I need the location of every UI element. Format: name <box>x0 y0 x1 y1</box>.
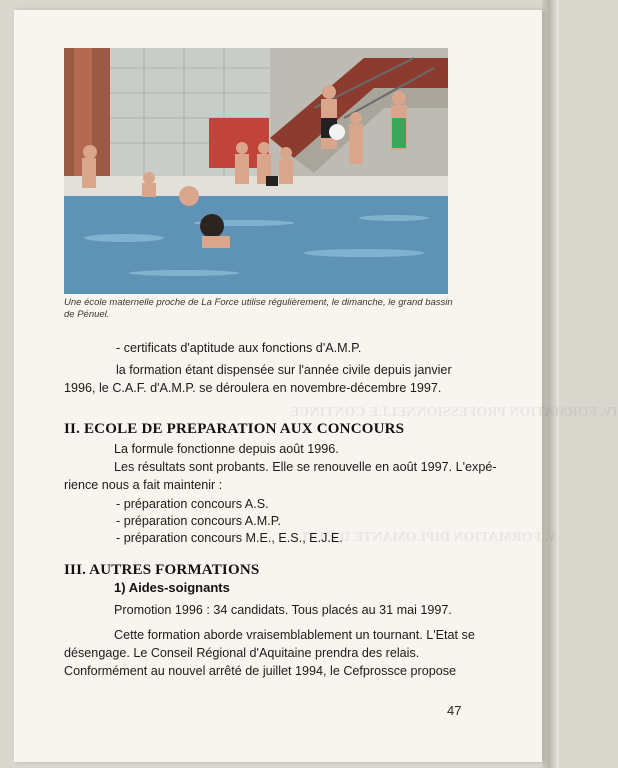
list-item: - préparation concours M.E., E.S., E.J.E. <box>116 531 343 545</box>
paragraph-line: rience nous a fait maintenir : <box>64 478 223 492</box>
paragraph-line: désengage. Le Conseil Régional d'Aquitaine prendra des relais. <box>64 646 420 660</box>
subsection-heading: 1) Aides-soignants <box>114 580 230 595</box>
section-heading-2: II. ECOLE DE PREPARATION AUX CONCOURS <box>64 421 405 437</box>
bleed-through-text: IV. FORMATION PROFESSIONNELLE CONTINUE <box>290 405 618 420</box>
bleed-through-text: V. FORMATION DIPLOMANTE D'ETAT <box>300 530 557 545</box>
page-number: 47 <box>447 703 462 718</box>
paragraph-line: La formule fonctionne depuis août 1996. <box>114 442 339 456</box>
book-spine <box>542 0 559 768</box>
pool-photo-illustration <box>64 48 448 294</box>
list-item: - certificats d'aptitude aux fonctions d'A.M.P. <box>116 341 362 355</box>
paragraph-line: Les résultats sont probants. Elle se renouvelle en août 1997. L'expé- <box>114 460 497 474</box>
paragraph-line: la formation étant dispensée sur l'année civile depuis janvier <box>116 363 452 377</box>
photo-caption: Une école maternelle proche de La Force utilise régulièrement, le dimanche, le grand bassin de Pénuel. <box>64 297 453 320</box>
paragraph-line: Promotion 1996 : 34 candidats. Tous placés au 31 mai 1997. <box>114 603 452 617</box>
paragraph-line: Conformément au nouvel arrêté de juillet 1994, le Cefprossce propose <box>64 664 457 678</box>
list-item: - préparation concours A.S. <box>116 497 269 511</box>
swimming-pool-photo <box>64 48 448 294</box>
list-item: - préparation concours A.M.P. <box>116 514 281 528</box>
paragraph-line: 1996, le C.A.F. d'A.M.P. se déroulera en novembre-décembre 1997. <box>64 381 442 395</box>
paragraph-line: Cette formation aborde vraisemblablement un tournant. L'Etat se <box>114 628 475 642</box>
section-heading-3: III. AUTRES FORMATIONS <box>64 562 260 578</box>
